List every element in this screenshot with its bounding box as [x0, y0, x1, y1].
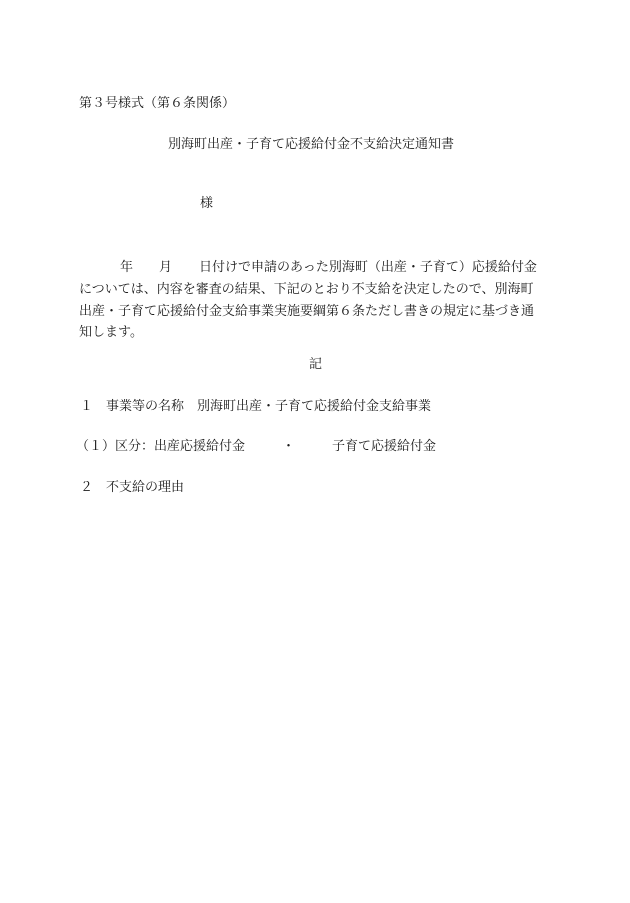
body-paragraph-line-2: については、内容を審査の結果、下記のとおり不支給を決定したので、別海町 [79, 282, 534, 297]
body-paragraph-line-4: 知します。 [79, 325, 143, 340]
category-separator: ・ [282, 439, 296, 454]
notation-heading: 記 [309, 357, 323, 372]
document-title: 別海町出産・子育て応援給付金不支給決定通知書 [168, 137, 455, 152]
year-label: 年 [120, 260, 134, 275]
category-option-childcare-support: 子育て応援給付金 [332, 439, 437, 454]
body-paragraph-line-3: 出産・子育て応援給付金支給事業実施要綱第６条ただし書きの規定に基づき通 [79, 304, 535, 319]
form-number: 第３号様式（第６条関係） [79, 96, 236, 111]
item-2-number: ２ [80, 480, 94, 495]
recipient-honorific: 様 [200, 196, 214, 211]
month-label: 月 [159, 260, 173, 275]
item-1-number: １ [80, 399, 94, 414]
category-option-birth-support: （１）区分：出産応援給付金 [76, 439, 246, 454]
body-line-1-text: 日付けで申請のあった別海町（出産・子育て）応援給付金 [199, 260, 537, 275]
item-2-reason-heading: 不支給の理由 [106, 480, 185, 495]
item-1-business-name: 事業等の名称 別海町出産・子育て応援給付金支給事業 [106, 399, 432, 414]
